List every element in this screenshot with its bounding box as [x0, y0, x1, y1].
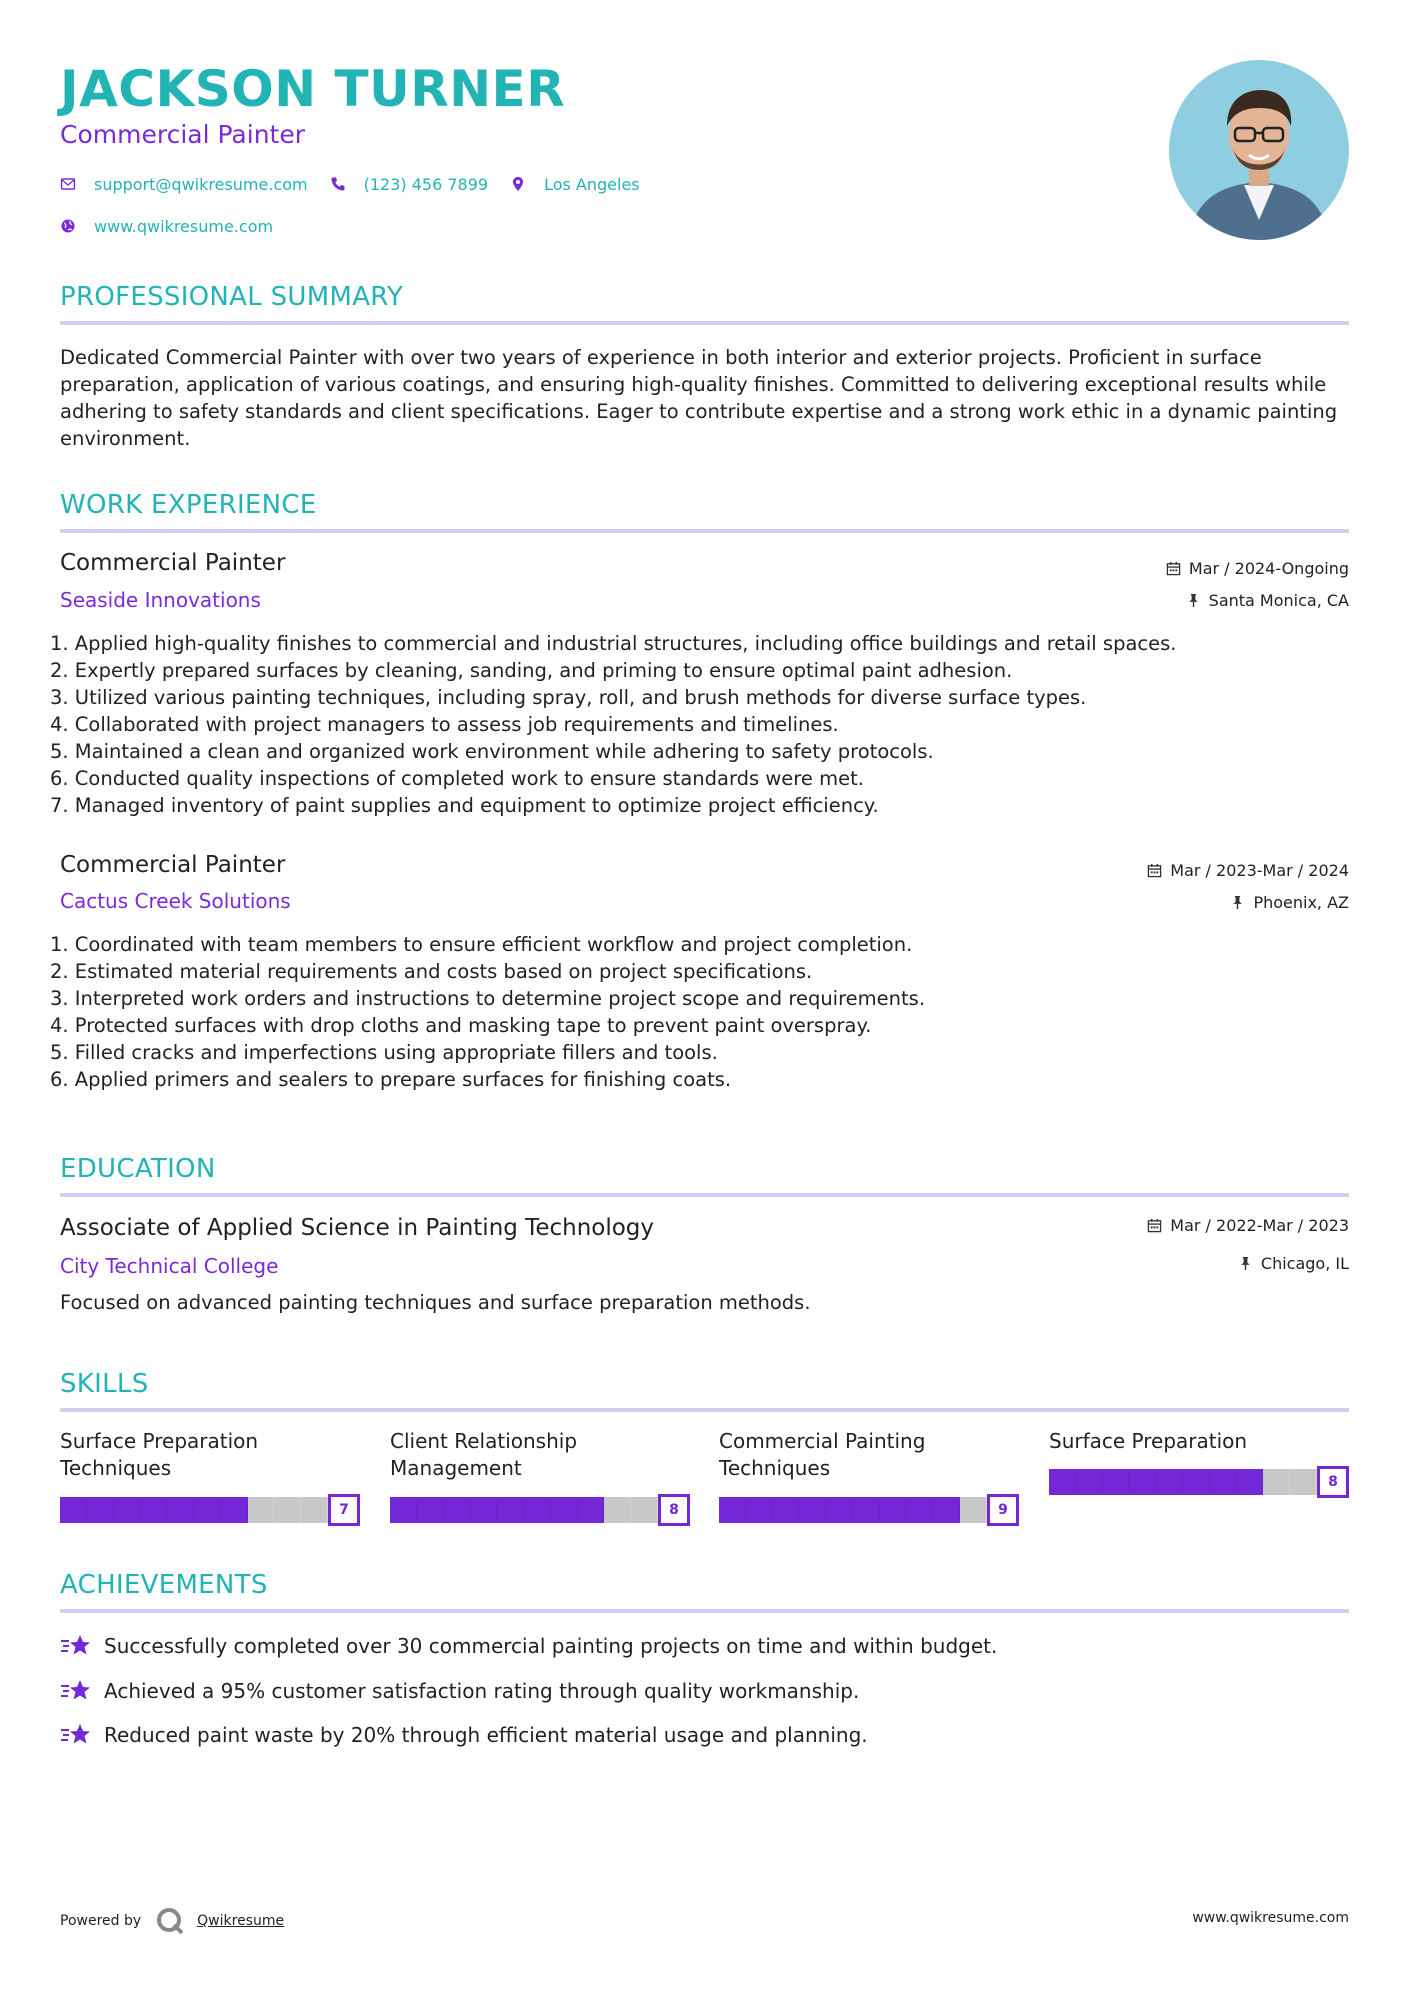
job-bullets	[50, 931, 1350, 1093]
skill-segment-filled	[470, 1497, 497, 1523]
skill-segment-filled	[880, 1497, 907, 1523]
skill-segment-filled	[1237, 1469, 1264, 1495]
contact-phone[interactable]	[330, 175, 488, 194]
skill-segment-filled	[87, 1497, 114, 1523]
list-item: 5. Maintained a clean and organized work environment while adhering to safety protocols.	[50, 740, 934, 763]
skill-label: Commercial Painting Techniques	[719, 1429, 926, 1480]
skill-segment-filled	[719, 1497, 746, 1523]
list-item: 2. Expertly prepared surfaces by cleaning, sanding, and priming to ensure optimal paint adhesion.	[50, 659, 1013, 682]
skill-track	[719, 1497, 987, 1523]
education-location-text: Chicago, IL	[1260, 1254, 1349, 1273]
skill-bar	[719, 1494, 1019, 1522]
skill-segment-filled	[444, 1497, 471, 1523]
portrait-photo-icon	[1169, 60, 1349, 240]
pushpin-icon	[1186, 593, 1201, 608]
skill-segment-filled	[907, 1497, 934, 1523]
pushpin-icon	[1230, 895, 1245, 910]
footer-website[interactable]: www.qwikresume.com	[1192, 1910, 1349, 1926]
skill-segment-filled	[1049, 1469, 1076, 1495]
skill-item	[1049, 1428, 1349, 1490]
section-title-skills: SKILLS	[60, 1369, 149, 1399]
section-title-achievements: ACHIEVEMENTS	[60, 1570, 268, 1600]
skill-item	[719, 1428, 1019, 1518]
skill-track	[390, 1497, 658, 1523]
job-bullets	[50, 630, 1350, 819]
achievement-text: Reduced paint waste by 20% through efficient material usage and planning.	[104, 1723, 868, 1747]
skill-segment-filled	[60, 1497, 87, 1523]
job-title: Commercial Painter	[60, 550, 286, 576]
list-item: 5. Filled cracks and imperfections using appropriate fillers and tools.	[50, 1041, 718, 1064]
map-pin-icon	[510, 176, 526, 192]
location-text: Los Angeles	[544, 174, 640, 194]
contact-website[interactable]	[60, 217, 273, 236]
skill-segment-filled	[167, 1497, 194, 1523]
job-dates-text: Mar / 2024-Ongoing	[1188, 559, 1349, 578]
skill-segment-filled	[524, 1497, 551, 1523]
job-dates-text: Mar / 2023-Mar / 2024	[1170, 861, 1349, 880]
candidate-name: JACKSON TURNER	[60, 60, 566, 118]
skill-segment-empty	[604, 1497, 631, 1523]
skill-item	[390, 1428, 690, 1518]
skill-segment-filled	[221, 1497, 248, 1523]
achievement-text: Achieved a 95% customer satisfaction rating through quality workmanship.	[104, 1679, 860, 1703]
skill-bar	[1049, 1466, 1349, 1494]
skill-score: 7	[328, 1494, 360, 1526]
calendar-icon	[1147, 863, 1162, 878]
contact-location	[510, 175, 640, 194]
job-company: Seaside Innovations	[60, 588, 261, 612]
section-rule	[60, 321, 1349, 325]
section-rule	[60, 529, 1349, 533]
skill-label: Client Relationship Management	[390, 1429, 578, 1480]
skill-segment-empty	[1263, 1469, 1290, 1495]
list-item: 4. Protected surfaces with drop cloths and masking tape to prevent paint overspray.	[50, 1014, 872, 1037]
skill-segment-filled	[933, 1497, 960, 1523]
skill-segment-filled	[1103, 1469, 1130, 1495]
skill-label: Surface Preparation	[1049, 1429, 1248, 1453]
section-rule	[60, 1408, 1349, 1412]
job-location	[1230, 893, 1349, 912]
skill-segment-filled	[114, 1497, 141, 1523]
list-item: 6. Applied primers and sealers to prepare surfaces for finishing coats.	[50, 1068, 732, 1091]
skill-segment-filled	[1156, 1469, 1183, 1495]
achievement-item	[60, 1677, 859, 1705]
list-item: 4. Collaborated with project managers to assess job requirements and timelines.	[50, 713, 839, 736]
list-item: 2. Estimated material requirements and costs based on project specifications.	[50, 960, 813, 983]
education-location	[1238, 1254, 1349, 1273]
email-text: support@qwikresume.com	[94, 174, 308, 194]
resume-page	[50, 0, 1349, 1990]
qwikresume-logo-icon	[155, 1906, 185, 1936]
profile-photo	[1169, 60, 1349, 240]
phone-icon	[330, 176, 346, 192]
shooting-star-icon	[60, 1632, 92, 1660]
contact-row	[60, 172, 662, 196]
list-item: 1. Coordinated with team members to ensure efficient workflow and project completion.	[50, 933, 913, 956]
education-dates	[1147, 1216, 1349, 1235]
achievement-item	[60, 1721, 868, 1749]
skill-segment-filled	[390, 1497, 417, 1523]
list-item: 1. Applied high-quality finishes to commercial and industrial structures, including office buildings and retail spaces.	[50, 632, 1177, 655]
contact-row-website	[60, 214, 295, 238]
education-school: City Technical College	[60, 1254, 279, 1278]
skill-segment-filled	[773, 1497, 800, 1523]
job-location-text: Phoenix, AZ	[1253, 893, 1349, 912]
contact-email[interactable]	[60, 175, 308, 194]
skill-segment-filled	[1183, 1469, 1210, 1495]
skill-track	[1049, 1469, 1317, 1495]
skill-score: 8	[1317, 1466, 1349, 1498]
job-company: Cactus Creek Solutions	[60, 889, 291, 913]
skill-segment-filled	[578, 1497, 605, 1523]
skill-segment-filled	[853, 1497, 880, 1523]
skill-segment-filled	[799, 1497, 826, 1523]
phone-text: (123) 456 7899	[363, 174, 489, 194]
globe-icon	[60, 218, 76, 234]
job-dates	[1147, 861, 1349, 880]
skill-segment-filled	[826, 1497, 853, 1523]
achievement-item	[60, 1632, 997, 1660]
skill-segment-filled	[746, 1497, 773, 1523]
education-description: Focused on advanced painting techniques and surface preparation methods.	[60, 1291, 811, 1314]
section-title-education: EDUCATION	[60, 1154, 216, 1184]
education-dates-text: Mar / 2022-Mar / 2023	[1170, 1216, 1349, 1235]
skill-label: Surface Preparation Techniques	[60, 1429, 259, 1480]
list-item: 3. Interpreted work orders and instructions to determine project scope and requirements.	[50, 987, 926, 1010]
skill-bar	[390, 1494, 690, 1522]
section-rule	[60, 1193, 1349, 1197]
website-text: www.qwikresume.com	[94, 216, 274, 236]
skill-score: 9	[987, 1494, 1019, 1526]
skill-segment-filled	[417, 1497, 444, 1523]
calendar-icon	[1166, 561, 1181, 576]
skill-segment-empty	[960, 1497, 987, 1523]
summary-text: Dedicated Commercial Painter with over two years of experience in both interior and exterior projects. Proficient in surface preparation, application of various coatings, and ensuring high-quality finishes. Committed to delivering exceptional results while adhering to safety standards and client specifications. Eager to contribute expertise and a strong work ethic in a dynamic painting environment.	[60, 346, 1338, 450]
job-location	[1186, 591, 1349, 610]
skill-segment-empty	[631, 1497, 658, 1523]
job-location-text: Santa Monica, CA	[1208, 591, 1349, 610]
skill-segment-filled	[140, 1497, 167, 1523]
list-item: 7. Managed inventory of paint supplies and equipment to optimize project efficiency.	[50, 794, 879, 817]
skill-track	[60, 1497, 328, 1523]
calendar-icon	[1147, 1218, 1162, 1233]
job-dates	[1166, 559, 1349, 578]
job-title: Commercial Painter	[60, 852, 286, 878]
list-item: 6. Conducted quality inspections of completed work to ensure standards were met.	[50, 767, 864, 790]
section-rule	[60, 1609, 1349, 1613]
skill-segment-filled	[497, 1497, 524, 1523]
achievement-text: Successfully completed over 30 commercial painting projects on time and within budget.	[104, 1634, 998, 1658]
education-degree: Associate of Applied Science in Painting Technology	[60, 1215, 655, 1241]
skill-segment-filled	[551, 1497, 578, 1523]
shooting-star-icon	[60, 1677, 92, 1705]
section-title-summary: PROFESSIONAL SUMMARY	[60, 282, 404, 312]
skill-segment-empty	[274, 1497, 301, 1523]
skill-segment-filled	[1129, 1469, 1156, 1495]
list-item: 3. Utilized various painting techniques, including spray, roll, and brush methods for diverse surface types.	[50, 686, 1087, 709]
section-title-experience: WORK EXPERIENCE	[60, 490, 317, 520]
footer-powered-by	[60, 1906, 284, 1936]
skill-segment-filled	[194, 1497, 221, 1523]
skill-bar	[60, 1494, 360, 1522]
skill-segment-empty	[248, 1497, 275, 1523]
shooting-star-icon	[60, 1721, 92, 1749]
skill-item	[60, 1428, 360, 1518]
envelope-icon	[60, 176, 76, 192]
skill-segment-filled	[1076, 1469, 1103, 1495]
powered-by-label: Powered by	[60, 1913, 142, 1929]
skill-segment-filled	[1210, 1469, 1237, 1495]
pushpin-icon	[1238, 1256, 1253, 1271]
brand-link[interactable]: Qwikresume	[197, 1913, 285, 1929]
skill-score: 8	[658, 1494, 690, 1526]
candidate-title: Commercial Painter	[60, 120, 305, 149]
skill-segment-empty	[301, 1497, 328, 1523]
skill-segment-empty	[1290, 1469, 1317, 1495]
